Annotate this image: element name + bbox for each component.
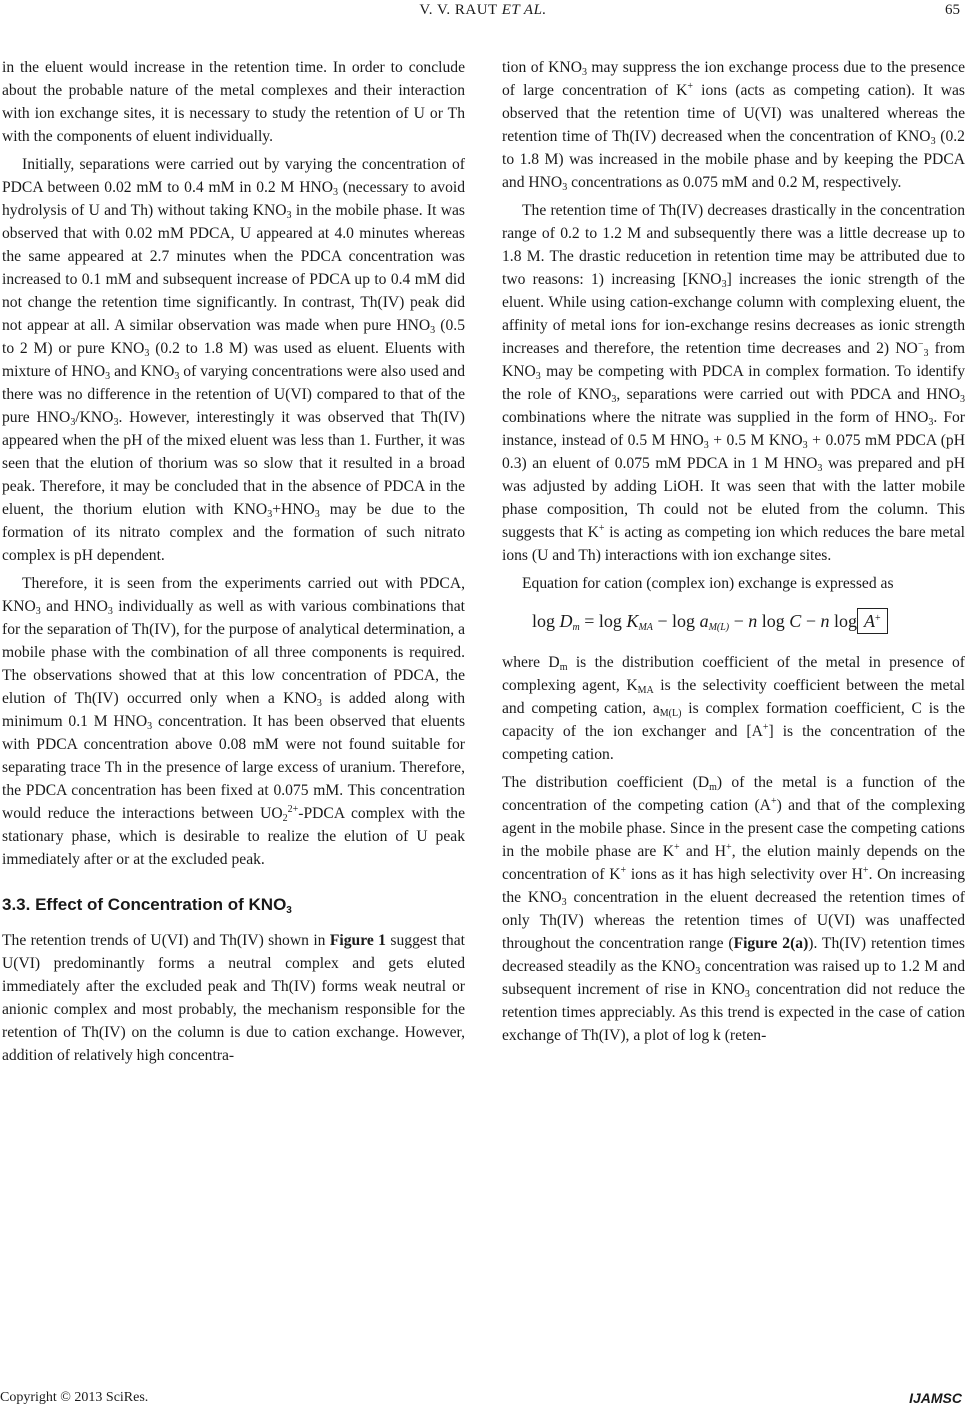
figure-1-reference[interactable]: Figure 1: [329, 932, 386, 949]
copyright-notice: Copyright © 2013 SciRes.: [0, 1390, 149, 1405]
running-etal: ET AL.: [501, 2, 547, 18]
right-paragraph-5: The distribution coefficient $(D_m)$ of the metal is a function of the concentration of the competing cation (A+) and that of the complexing agent in the mobile phase. Since in the present case the competing cations in the mobile phase are K+ and H+, the elution mainly depends on the concentration of K+ ions as it has high selectivity over H+. On increasing the $KNO_3$ concentration in the eluent decreased the retention times of only Th(IV) whereas the retention times of U(VI) was unaffected throughout the concentration range (Figure 2(a)). Th(IV) retention times decreased steadily as the $KNO_3$ concentration was raised up to 1.2 M and subsequent increment of rise in $KNO_3$ concentration did not reduce the retention times appreciably. As this trend is expected in the case of cation exchange of Th(IV), a plot of log k (reten-: [502, 774, 966, 1044]
right-column: [502, 56, 965, 1047]
left-paragraph-2: Initially, separations were carried out by varying the concentration of PDCA between 0.02 mM to 0.4 mM in 0.2 M $HNO_3$ (necessary to avoid hydrolysis of U and Th) without taking $KNO_3$ in the mobile phase. It was observed that with 0.02 mM PDCA, U appeared at 4.0 minutes whereas the same appeared at 2.7 minutes when the PDCA concentration was increased to 0.1 mM and subsequent increase of PDCA up to 0.4 mM did not change the retention time significantly. In contrast, Th(IV) peak did not appear at all. A similar observation was made when pure $HNO_3$ (0.5 to 2 M) or pure $KNO_3$ (0.2 to 1.8 M) was used as eluent. Eluents with mixture of $HNO_3$ and $KNO_3$ of varying concentrations were also used and there was no difference in the retention of U(VI) compared to that of the pure $HNO_3/KNO_3$. However, interestingly it was observed that Th(IV) appeared when the pH of the mixed eluent was less than 1. Further, it was seen that the elution of thorium was so slow that it resulted in a broad peak. Therefore, it may be concluded that in the absence of PDCA in the eluent, the thorium elution with $KNO_3+HNO_3$ may be due to the formation of its nitrato complex and the formation of such nitrato complex is pH dependent.: [2, 156, 465, 564]
right-paragraph-4: where $D_m$ is the distribution coefficient of the metal in presence of complexing agent, $K_{MA}$ is the selectivity coefficient between the metal and competing cation, $a_{M(L)}$ is complex formation coefficient, C is the capacity of the ion exchanger and [A+] is the concentration of the competing cation.: [502, 654, 965, 763]
running-author: V. V. RAUT: [419, 2, 498, 18]
left-column: [2, 56, 465, 1067]
right-paragraph-1: tion of $KNO_3$ may suppress the ion exchange process due to the presence of large concentration of K+ ions (acts as competing cation). It was observed that the retention time of U(VI) was unaltered whereas the retention time of Th(IV) decreased when the concentration of $KNO_3$ (0.2 to 1.8 M) was increased in the mobile phase and by keeping the PDCA and $HNO_3$ concentrations as 0.075 mM and 0.2 M, respectively.: [502, 59, 965, 193]
right-paragraph-2: The retention time of Th(IV) decreases drastically in the concentration range of 0.2 to 1.2 M and subsequently there was a little decrease up to 1.8 M. The drastic reducetion in retention time may be attributed due to two reasons: 1) increasing $[KNO_3]$ increases the ionic strength of the eluent. While using cation-exchange column with complexing eluent, the affinity of metal ions for ion-exchange resins decreases as ionic strength increases and therefore, the retention time decreases and 2) $NO^-_3$ from $KNO_3$ may be competing with PDCA in complex formation. To identify the role of $KNO_3$, separations were carried out with PDCA and $HNO_3$ combinations where the nitrate was supplied in the form of $HNO_3$. For instance, instead of 0.5 M $HNO_3 + 0.5$ M $KNO_3 + 0.075$ mM PDCA (pH 0.3) an eluent of 0.075 mM PDCA in 1 M $HNO_3$ was prepared and pH was adjusted by adding LiOH. It was seen that with the latter mobile phase composition, Th could not be eluted from the column. This suggests that K+ is acting as competing ion which reduces the bare metal ions (U and Th) interactions with ion exchange sites.: [502, 202, 965, 564]
left-paragraph-1: in the eluent would increase in the retention time. In order to conclude about the probable nature of the metal complexes and their interaction with ion exchange sites, it is necessary to study the retention of U or Th with the components of eluent individually.: [2, 59, 465, 145]
page-number: 65: [945, 2, 960, 18]
page-header: [0, 0, 966, 34]
section-heading-3-3: 3.3. Effect of Concentration of $KNO_3$: [2, 895, 292, 916]
running-head: [0, 2, 966, 19]
left-paragraph-4: The retention trends of U(VI) and Th(IV) shown in Figure 1 suggest that U(VI) predominantly forms a neutral complex and gets eluted immediately after the excluded peak and Th(IV) forms weak neutral or anionic complex and most probably, the mechanism responsible for the retention of Th(IV) on the column is due to cation exchange. However, addition of relatively high concentra-: [2, 932, 465, 1064]
page-footer: [0, 1390, 966, 1410]
journal-name: IJAMSC: [909, 1390, 962, 1406]
cation-bracket: A+: [857, 608, 888, 634]
right-paragraph-3: Equation for cation (complex ion) exchange is expressed as: [522, 575, 894, 592]
cation-exchange-equation: $\log D_m = \log K_{MA} - \log a_{M(L)} - n$ log C − n log A+: [532, 607, 965, 635]
figure-2a-reference[interactable]: Figure 2(a): [733, 935, 809, 952]
left-paragraph-3: Therefore, it is seen from the experiments carried out with PDCA, $KNO_3$ and $HNO_3$ individually as well as with various combinations that for the separation of Th(IV), for the purpose of analytical determination, a mobile phase with the combination of all three components is required. The observations showed that at this low concentration of PDCA, the elution of Th(IV) occurred only when a $KNO_3$ is added along with minimum 0.1 M $HNO_3$ concentration. It has been observed that eluents with PDCA concentration above 0.08 mM were not found suitable for separating trace Th in the presence of large excess of uranium. Therefore, the PDCA concentration has been fixed at 0.075 mM. This concentration would reduce the interactions between $UO_2^{2+}$-PDCA complex with the stationary phase, which is desirable to realize the elution of U peak immediately after or at the excluded peak.: [2, 575, 466, 868]
